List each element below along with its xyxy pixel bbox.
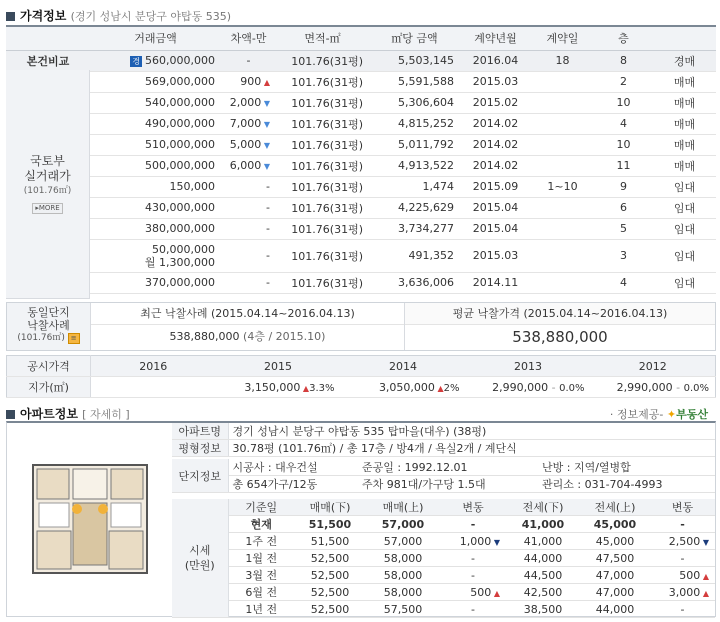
arrow-up-icon: ▲ <box>491 588 500 598</box>
transaction-row: 380,000,000 - 101.76(31평) 3,734,277 2015.04 5 임대 <box>6 218 716 239</box>
arrow-up-icon: ▲ <box>300 383 310 393</box>
transaction-row: 370,000,000 - 101.76(31평) 3,636,006 2014.11 4 임대 <box>6 272 716 293</box>
transaction-row: 569,000,000 900 ▲ 101.76(31평) 5,591,588 2015.03 2 매매 <box>6 71 716 92</box>
auction-block: 동일단지 낙찰사례 (101.76㎡) ≡ 최근 낙찰사례 (2015.04.14~2016.04.13) 538,880,000 (4층 / 2015.10) 평균 낙찰가격 (2015.04.14~2016.04.13) 538,880,000 <box>6 302 716 351</box>
market-row: 현재 51,500 57,000 - 41,000 45,000 - <box>172 516 715 533</box>
land-value-cell: 3,050,000 ▲2% <box>341 377 466 398</box>
market-price-table: 시세 (만원) 기준일 매매(下) 매매(上) 변동 전세(下) 전세(上) 변동 현재 51,500 57,000 - 41,000 45,000 - 1주 전 51,500 57,000 1,000 ▼ 41,000 45,000 2,500 ▼ 1월 전 52,500 58,000 - 44,000 47,500 - 3월 전 52,500 58,000 - 44,500 47,000 500 ▲ 6월 전 52,500 58,000 500 ▲ 42,500 47,000 3,000 ▲ 1년 전 52,500 57,500 - 38,500 44,000 - <box>172 499 715 618</box>
arrow-down-icon: ▼ <box>261 162 270 171</box>
transaction-row: 150,000 - 101.76(31평) 1,474 2015.09 1~10 9 임대 <box>6 176 716 197</box>
complex-info-table: 단지정보 시공사 : 대우건설 준공일 : 1992.12.01 난방 : 지역/열병합 총 654가구/12동 주차 981대/가구당 1.5대 관리소 : 031-704-4993 <box>172 459 715 493</box>
more-button[interactable]: ▸MORE <box>32 203 62 214</box>
provider-logo-icon: ✦ <box>666 408 677 421</box>
location-text: (경기 성남시 분당구 야탑동 535) <box>70 10 232 23</box>
price-table-header: 거래금액 차액-만 면적-㎡ ㎡당 금액 계약년월 계약일 층 <box>6 26 716 50</box>
transaction-row: 540,000,000 2,000 ▼ 101.76(31평) 5,306,604 2015.02 10 매매 <box>6 92 716 113</box>
transaction-row: 500,000,000 6,000 ▼ 101.76(31평) 4,913,522 2014.02 11 매매 <box>6 155 716 176</box>
main-compare-row: 본건비교 경 560,000,000 - 101.76(31평) 5,503,145 2016.04 18 8 경매 <box>6 50 716 71</box>
apt-info-box <box>6 421 716 617</box>
price-table <box>6 25 716 294</box>
avg-auction-value: 538,880,000 <box>512 328 608 346</box>
land-value-cell <box>91 377 216 398</box>
land-value-cell: 2,990,000 - 0.0% <box>466 377 591 398</box>
arrow-down-icon: ▼ <box>261 120 270 129</box>
arrow-down-icon: ▼ <box>261 99 270 108</box>
transaction-row: 50,000,000 월 1,300,000 - 101.76(31평) 491,352 2015.03 3 임대 <box>6 239 716 272</box>
arrow-up-icon: ▲ <box>700 571 709 581</box>
market-row: 3월 전 52,500 58,000 - 44,500 47,000 500 ▲ <box>172 567 715 584</box>
arrow-down-icon: ▼ <box>261 141 270 150</box>
detail-link[interactable]: [ 자세히 ] <box>82 408 130 421</box>
market-row: 1월 전 52,500 58,000 - 44,000 47,500 - <box>172 550 715 567</box>
apt-section-title: 아파트정보 [ 자세히 ] <box>6 405 130 422</box>
transaction-row: 490,000,000 7,000 ▼ 101.76(31평) 4,815,252 2014.02 4 매매 <box>6 113 716 134</box>
floor-plan-image <box>15 459 165 579</box>
molit-side-label: 국토부 실거래가 (101.76㎡) ▸MORE <box>6 70 90 299</box>
provider-label: · 정보제공- ✦부동산 <box>609 408 708 421</box>
memo-icon[interactable]: ≡ <box>68 333 80 344</box>
market-row: 6월 전 52,500 58,000 500 ▲ 42,500 47,000 3,000 ▲ <box>172 584 715 601</box>
land-value-cell: 3,150,000 ▲3.3% <box>216 377 341 398</box>
apt-info-table: 아파트명 경기 성남시 분당구 야탑동 535 탑마을(대우) (38평) 평형정보 30.78평 (101.76㎡) / 총 17층 / 방4개 / 욕실2개 / 계단식 <box>172 423 715 457</box>
section-square-icon <box>6 410 15 419</box>
market-row: 1년 전 52,500 57,500 - 38,500 44,000 - <box>172 601 715 618</box>
transaction-row: 510,000,000 5,000 ▼ 101.76(31평) 5,011,792 2014.02 10 매매 <box>6 134 716 155</box>
land-price-table: 공시가격 2016 2015 2014 2013 2012 지가(㎡) 3,150,000 ▲3.3% 3,050,000 ▲2% 2,990,000 - 0.0% 2,990,000 - 0.0% <box>6 355 716 398</box>
section-square-icon <box>6 12 15 21</box>
arrow-down-icon: ▼ <box>700 537 709 547</box>
recent-auction-value: 538,880,000 <box>169 330 240 343</box>
auction-badge: 경 <box>132 57 141 66</box>
arrow-up-icon: ▲ <box>700 588 709 598</box>
arrow-up-icon: ▲ <box>261 78 270 87</box>
price-section-title: 가격정보 (경기 성남시 분당구 야탑동 535) <box>6 7 231 24</box>
arrow-down-icon: ▼ <box>491 537 500 547</box>
market-row: 1주 전 51,500 57,000 1,000 ▼ 41,000 45,000 2,500 ▼ <box>172 533 715 550</box>
land-value-cell: 2,990,000 - 0.0% <box>591 377 716 398</box>
transaction-row: 430,000,000 - 101.76(31평) 4,225,629 2015.04 6 임대 <box>6 197 716 218</box>
arrow-up-icon: ▲ <box>434 383 444 393</box>
